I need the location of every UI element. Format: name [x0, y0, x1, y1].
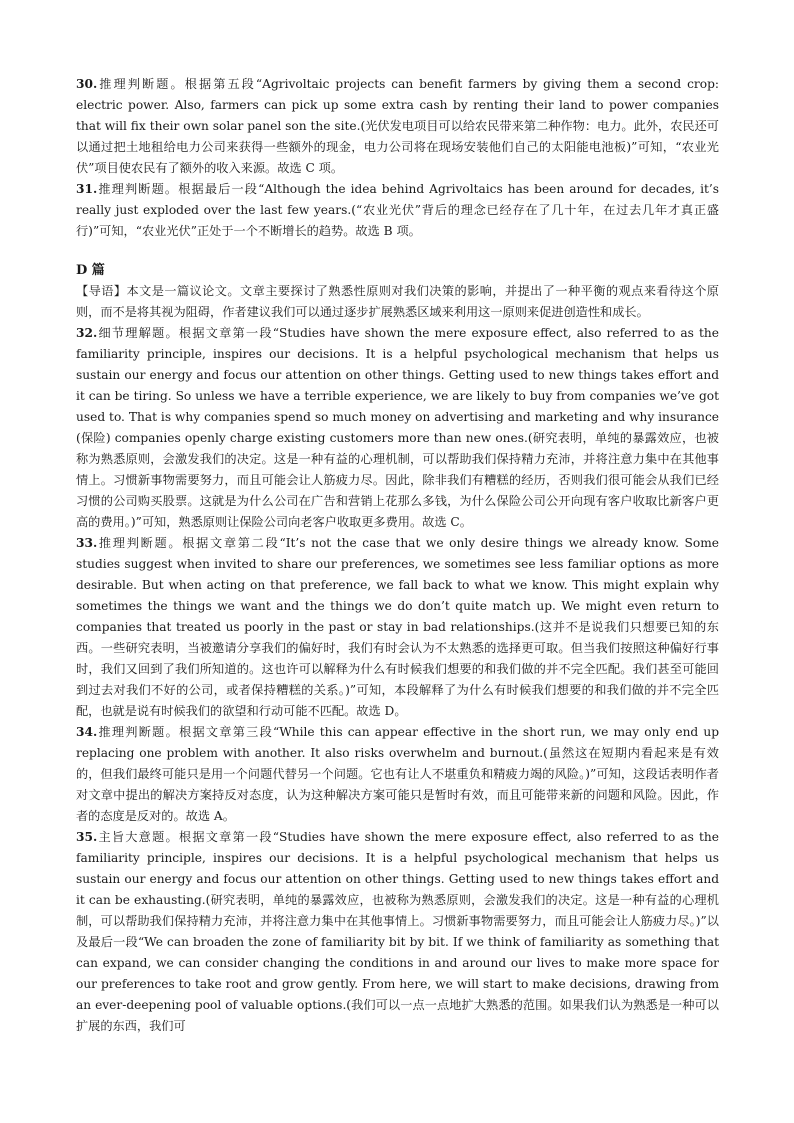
section-intro: 【导语】本文是一篇议论文。文章主要探讨了熟悉性原则对我们决策的影响，并提出了一种平衡的观点来看待这个原则，而不是将其视为阻碍，作者建议我们可以通过逐步扩展熟悉区域来利用这一原则来促进创造性和成长。: [76, 284, 719, 319]
explanation-text: 推理判断题。根据文章第三段“While this can appear effective in the short run, we may only end up replacing one problem with another. It also risks overwhelm and burnout.(虽然这在短期内看起来是有效的，但我们最终可能只是用一个问题代替另一个问题。它也有让人不堪重负和精疲力竭的风险。)”可知，这段话表明作者对文章中提出的解决方案持反对态度，认为这种解决方案可能只是暂时有效，而且可能带来新的问题和风险。因此，作者的态度是反对的。故选 A。: [76, 725, 719, 823]
question-number: 35.: [76, 830, 98, 844]
explanation-text: 细节理解题。根据文章第一段“Studies have shown the mere exposure effect, also referred to as the familiarity principle, inspires our decisions. It is a helpful psychological mechanism that helps us sustain our energy and focus our attention on other things. Getting used to new things takes effort and it can be tiring. So unless we have a terrible experience, we are likely to buy from companies we’ve got used to. That is why companies spend so much money on advertising and marketing and why insurance (保险) companies openly charge existing customers more than new ones.(研究表明，单纯的暴露效应，也被称为熟悉原则，会激发我们的决定。这是一种有益的心理机制，可以帮助我们保持精力充沛，并将注意力集中在其他事情上。习惯新事物需要努力，而且可能会让人筋疲力尽。因此，除非我们有糟糕的经历，否则我们很可能会从我们已经习惯的公司购买股票。这就是为什么公司在广告和营销上花那么多钱，为什么保险公司公开向现有客户收取比新客户更高的费用。)”可知，熟悉原则让保险公司向老客户收取更多费用。故选 C。: [76, 326, 719, 529]
question-number: 34.: [76, 725, 98, 739]
answer-explanation-35: [76, 827, 719, 1037]
explanation-text: 主旨大意题。根据文章第一段“Studies have shown the mere exposure effect, also referred to as the familiarity principle, inspires our decisions. It is a helpful psychological mechanism that helps us sustain our energy and focus our attention on other things. Getting used to new things takes effort and it can be exhausting.(研究表明，单纯的暴露效应，也被称为熟悉原则，会激发我们的决定。这是一种有益的心理机制，可以帮助我们保持精力充沛，并将注意力集中在其他事情上。习惯新事物需要努力，而且可能会让人筋疲力尽。)”以及最后一段“We can broaden the zone of familiarity bit by bit. If we think of familiarity as something that can expand, we can consider changing the conditions in and around our lives to make more space for our preferences to take root and grow gently. From here, we will start to make decisions, drawing from an ever-deepening pool of valuable options.(我们可以一点一点地扩大熟悉的范围。如果我们认为熟悉是一种可以扩展的东西，我们可: [76, 830, 719, 1033]
question-number: 33.: [76, 536, 98, 550]
question-number: 32.: [76, 326, 98, 340]
answer-explanation-30: [76, 74, 719, 179]
answer-explanation-34: [76, 722, 719, 827]
explanation-text: 推理判断题。根据第五段“Agrivoltaic projects can benefit farmers by giving them a second crop: electric power. Also, farmers can pick up some extra cash by renting their land to power companies that will fix their own solar panel son the site.(光伏发电项目可以给农民带来第二种作物：电力。此外，农民还可以通过把土地租给电力公司来获得一些额外的现金，电力公司将在现场安装他们自己的太阳能电池板)”可知，“农业光伏”项目使农民有了额外的收入来源。故选 C 项。: [76, 77, 719, 175]
question-number: 31.: [76, 182, 98, 196]
answer-explanation-33: [76, 533, 719, 722]
section-heading: D 篇: [76, 263, 105, 278]
document-page: [76, 74, 719, 1037]
answer-explanation-31: [76, 179, 719, 242]
explanation-text: 推理判断题。根据文章第二段“It’s not the case that we only desire things we already know. Some studies suggest when invited to share our preferences, we sometimes see less familiar options as more desirable. But when acting on that preference, we fall back to what we know. This might explain why sometimes the things we want and the things we do don’t quite match up. We might even return to companies that treated us poorly in the past or stay in bad relationships.(这并不是说我们只想要已知的东西。一些研究表明，当被邀请分享我们的偏好时，我们有时会认为不太熟悉的选择更可取。但当我们按照这种偏好行事时，我们又回到了我们所知道的。这也许可以解释为什么有时候我们想要的和我们做的并不完全匹配。我们甚至可能回到过去对我们不好的公司，或者保持糟糕的关系。)”可知，本段解释了为什么有时候我们想要的和我们做的并不完全匹配，也就是说有时候我们的欲望和行动可能不匹配。故选 D。: [76, 536, 719, 718]
explanation-text: 推理判断题。根据最后一段“Although the idea behind Agrivoltaics has been around for decades, it’s really just exploded over the last few years.(“农业光伏”背后的理念已经存在了几十年，在过去几年才真正盛行)”可知，“农业光伏”正处于一个不断增长的趋势。故选 B 项。: [76, 182, 719, 238]
answer-explanation-32: [76, 323, 719, 533]
question-number: 30.: [76, 77, 98, 91]
